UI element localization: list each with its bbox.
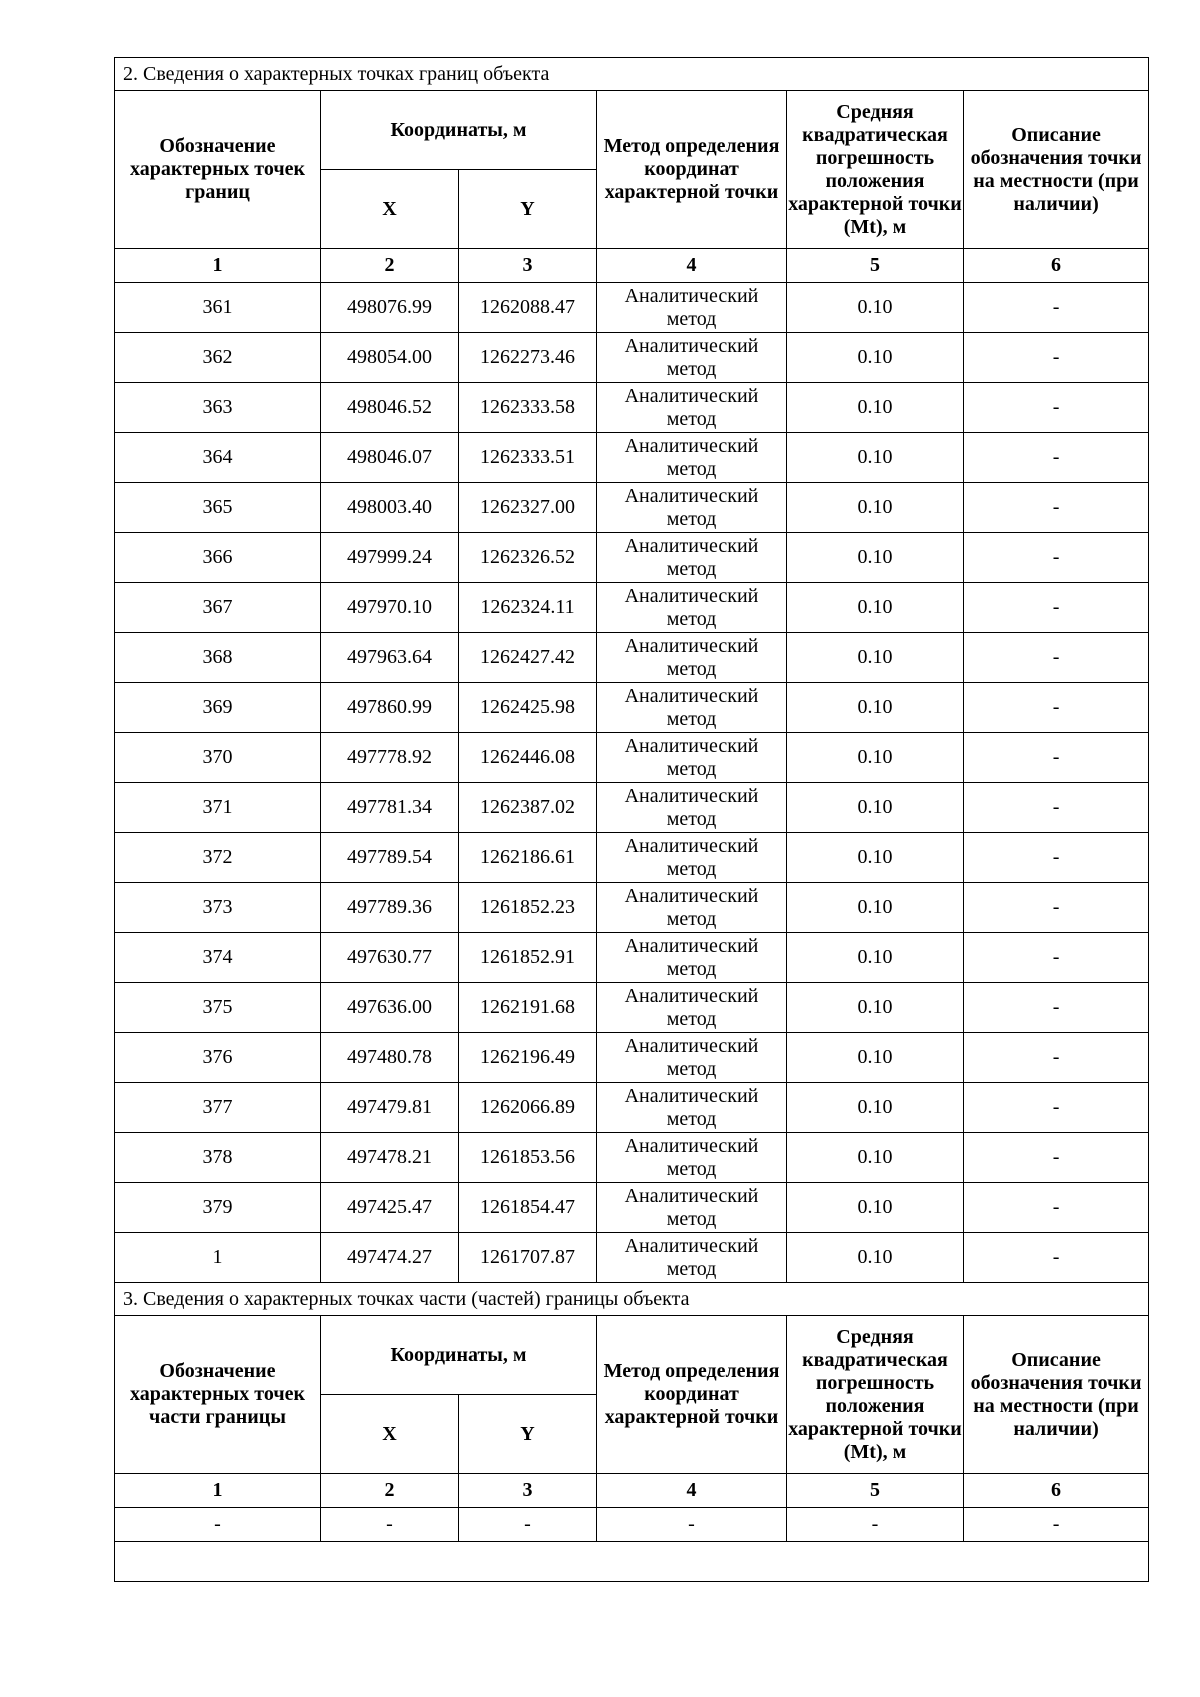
column-number: 3 [459,249,597,283]
table-row [115,1133,1149,1183]
method-line1: Аналитический [624,684,759,707]
coordinate-x: 498003.40 [321,483,459,533]
point-description: - [964,933,1149,983]
header-method: Метод определения координат характерной точки [597,91,787,249]
mean-square-error: 0.10 [787,583,964,633]
coordinate-x: 497999.24 [321,533,459,583]
coordinate-x: 497425.47 [321,1183,459,1233]
table-row [115,283,1149,333]
mean-square-error: 0.10 [787,1033,964,1083]
point-designation: 374 [115,933,321,983]
column-number: 6 [964,249,1149,283]
coordinate-y: 1262333.51 [459,433,597,483]
header-x: X [321,1395,459,1474]
coordinate-x: 498046.52 [321,383,459,433]
coordinate-x: 497781.34 [321,783,459,833]
mean-square-error: 0.10 [787,833,964,883]
coordinate-y: 1261852.23 [459,883,597,933]
coordinate-x: 497474.27 [321,1233,459,1283]
method-line2: метод [666,807,717,830]
section3-title: 3. Сведения о характерных точках части (частей) границы объекта [115,1283,1149,1316]
method-cell [597,433,787,483]
mean-square-error: 0.10 [787,533,964,583]
method-cell [597,483,787,533]
table-row [115,783,1149,833]
method-cell [597,583,787,633]
point-description: - [964,633,1149,683]
mean-square-error: 0.10 [787,333,964,383]
method-line2: метод [666,607,717,630]
method-cell [597,1233,787,1283]
coordinate-y: 1262088.47 [459,283,597,333]
point-designation: 379 [115,1183,321,1233]
point-designation: 377 [115,1083,321,1133]
method-line1: Аналитический [624,1184,759,1207]
method-line1: Аналитический [624,584,759,607]
method-cell [597,933,787,983]
coordinate-y: 1262425.98 [459,683,597,733]
coordinate-x: 497778.92 [321,733,459,783]
method-line2: метод [666,1207,717,1230]
point-description: - [964,383,1149,433]
mean-square-error: - [787,1508,964,1542]
header-coordinates: Координаты, м [321,91,597,170]
table-row [115,983,1149,1033]
point-description: - [964,733,1149,783]
point-description: - [964,833,1149,883]
method-line2: метод [666,407,717,430]
table-row [115,483,1149,533]
method-line2: метод [666,857,717,880]
coordinate-y: 1261852.91 [459,933,597,983]
method-cell [597,533,787,583]
coordinate-x: 497970.10 [321,583,459,633]
header-description: Описание обозначения точки на местности (при наличии) [964,91,1149,249]
method-cell [597,1083,787,1133]
point-description: - [964,683,1149,733]
method-cell [597,783,787,833]
point-description: - [964,883,1149,933]
method-line2: метод [666,307,717,330]
method-line2: метод [666,1007,717,1030]
point-designation: 1 [115,1233,321,1283]
method-cell [597,1183,787,1233]
method-line1: Аналитический [624,1234,759,1257]
method-line1: Аналитический [624,934,759,957]
header-y: Y [459,1395,597,1474]
method-cell [597,1033,787,1083]
empty-cell [115,1542,1149,1582]
point-description: - [964,1033,1149,1083]
point-designation: 365 [115,483,321,533]
mean-square-error: 0.10 [787,633,964,683]
method-line1: Аналитический [624,884,759,907]
point-description: - [964,783,1149,833]
mean-square-error: 0.10 [787,1183,964,1233]
point-description: - [964,583,1149,633]
coordinate-x: 497963.64 [321,633,459,683]
method-cell [597,983,787,1033]
mean-square-error: 0.10 [787,433,964,483]
table-row [115,1233,1149,1283]
point-designation: 361 [115,283,321,333]
table-row [115,433,1149,483]
header-x: X [321,170,459,249]
method-line1: Аналитический [624,1134,759,1157]
header-designation: Обозначение характерных точек границ [115,91,321,249]
header-coordinates: Координаты, м [321,1316,597,1395]
table-row [115,833,1149,883]
method-cell [597,683,787,733]
point-description: - [964,483,1149,533]
method-line1: Аналитический [624,1034,759,1057]
method-cell [597,333,787,383]
coordinate-y: 1262066.89 [459,1083,597,1133]
table-row [115,1508,1149,1542]
point-designation: 376 [115,1033,321,1083]
method-line1: Аналитический [624,384,759,407]
coordinate-y: 1262333.58 [459,383,597,433]
mean-square-error: 0.10 [787,1083,964,1133]
point-designation: 371 [115,783,321,833]
mean-square-error: 0.10 [787,883,964,933]
coordinate-y: 1262196.49 [459,1033,597,1083]
point-designation: 370 [115,733,321,783]
column-number: 4 [597,1474,787,1508]
method-cell [597,833,787,883]
method-line2: метод [666,757,717,780]
coordinate-y: 1262427.42 [459,633,597,683]
method-cell [597,883,787,933]
boundary-points-table [114,57,1149,1582]
coordinate-y: 1262446.08 [459,733,597,783]
method-cell [597,733,787,783]
mean-square-error: 0.10 [787,783,964,833]
point-designation: 369 [115,683,321,733]
mean-square-error: 0.10 [787,383,964,433]
point-description: - [964,433,1149,483]
method-line2: метод [666,907,717,930]
method-line1: Аналитический [624,434,759,457]
column-number: 2 [321,1474,459,1508]
method-line1: Аналитический [624,484,759,507]
table-row [115,883,1149,933]
coordinate-x: 497636.00 [321,983,459,1033]
method-line2: метод [666,707,717,730]
method-cell [597,383,787,433]
point-description: - [964,283,1149,333]
column-number: 1 [115,249,321,283]
method-line1: Аналитический [624,284,759,307]
point-description: - [964,1133,1149,1183]
point-designation: - [115,1508,321,1542]
method-line1: Аналитический [624,1084,759,1107]
mean-square-error: 0.10 [787,733,964,783]
method-cell [597,633,787,683]
point-description: - [964,1233,1149,1283]
table-row [115,333,1149,383]
point-designation: 368 [115,633,321,683]
point-designation: 372 [115,833,321,883]
coordinate-y: 1261707.87 [459,1233,597,1283]
table-row [115,1183,1149,1233]
coordinate-y: - [459,1508,597,1542]
method-line1: Аналитический [624,334,759,357]
method-line2: метод [666,957,717,980]
method-line2: метод [666,1257,717,1280]
header-designation: Обозначение характерных точек части границы [115,1316,321,1474]
method-line1: Аналитический [624,734,759,757]
coordinate-x: - [321,1508,459,1542]
table-row [115,633,1149,683]
coordinate-x: 498046.07 [321,433,459,483]
method-line2: метод [666,457,717,480]
point-description: - [964,1083,1149,1133]
point-designation: 363 [115,383,321,433]
section2-title: 2. Сведения о характерных точках границ объекта [115,58,1149,91]
coordinate-x: 497479.81 [321,1083,459,1133]
coordinate-x: 498054.00 [321,333,459,383]
column-number: 1 [115,1474,321,1508]
method-line2: метод [666,657,717,680]
coordinate-x: 497789.36 [321,883,459,933]
header-error: Средняя квадратическая погрешность положения характерной точки (Mt), м [787,91,964,249]
method-line1: Аналитический [624,634,759,657]
method-cell [597,1133,787,1183]
coordinate-x: 497478.21 [321,1133,459,1183]
coordinate-x: 497630.77 [321,933,459,983]
method-line2: метод [666,1057,717,1080]
point-designation: 366 [115,533,321,583]
mean-square-error: 0.10 [787,1133,964,1183]
header-description: Описание обозначения точки на местности (при наличии) [964,1316,1149,1474]
coordinate-x: 497789.54 [321,833,459,883]
mean-square-error: 0.10 [787,1233,964,1283]
column-number: 6 [964,1474,1149,1508]
point-designation: 362 [115,333,321,383]
column-numbers-row [115,1474,1149,1508]
method-line2: метод [666,1157,717,1180]
coordinate-y: 1262273.46 [459,333,597,383]
coordinate-y: 1261853.56 [459,1133,597,1183]
table-row [115,533,1149,583]
method-cell: - [597,1508,787,1542]
method-line2: метод [666,357,717,380]
method-line1: Аналитический [624,834,759,857]
point-description: - [964,1183,1149,1233]
point-designation: 373 [115,883,321,933]
header-y: Y [459,170,597,249]
mean-square-error: 0.10 [787,683,964,733]
point-designation: 367 [115,583,321,633]
method-line2: метод [666,507,717,530]
method-line2: метод [666,557,717,580]
coordinate-y: 1262327.00 [459,483,597,533]
coordinate-y: 1262324.11 [459,583,597,633]
coordinate-x: 497480.78 [321,1033,459,1083]
mean-square-error: 0.10 [787,983,964,1033]
table-row [115,1033,1149,1083]
method-line1: Аналитический [624,534,759,557]
column-number: 3 [459,1474,597,1508]
table-row [115,583,1149,633]
method-line1: Аналитический [624,784,759,807]
point-designation: 378 [115,1133,321,1183]
coordinate-y: 1261854.47 [459,1183,597,1233]
point-description: - [964,533,1149,583]
empty-row [115,1542,1149,1582]
column-numbers-row [115,249,1149,283]
table-row [115,933,1149,983]
header-method: Метод определения координат характерной точки [597,1316,787,1474]
mean-square-error: 0.10 [787,483,964,533]
point-description: - [964,1508,1149,1542]
point-designation: 375 [115,983,321,1033]
table-row [115,1083,1149,1133]
coordinate-x: 498076.99 [321,283,459,333]
point-description: - [964,983,1149,1033]
coordinate-y: 1262387.02 [459,783,597,833]
coordinate-y: 1262326.52 [459,533,597,583]
mean-square-error: 0.10 [787,933,964,983]
point-description: - [964,333,1149,383]
column-number: 5 [787,249,964,283]
coordinate-y: 1262186.61 [459,833,597,883]
column-number: 5 [787,1474,964,1508]
method-cell [597,283,787,333]
table-row [115,683,1149,733]
coordinate-y: 1262191.68 [459,983,597,1033]
header-error: Средняя квадратическая погрешность положения характерной точки (Mt), м [787,1316,964,1474]
method-line2: метод [666,1107,717,1130]
table-row [115,733,1149,783]
table-row [115,383,1149,433]
column-number: 4 [597,249,787,283]
method-line1: Аналитический [624,984,759,1007]
point-designation: 364 [115,433,321,483]
column-number: 2 [321,249,459,283]
coordinate-x: 497860.99 [321,683,459,733]
mean-square-error: 0.10 [787,283,964,333]
